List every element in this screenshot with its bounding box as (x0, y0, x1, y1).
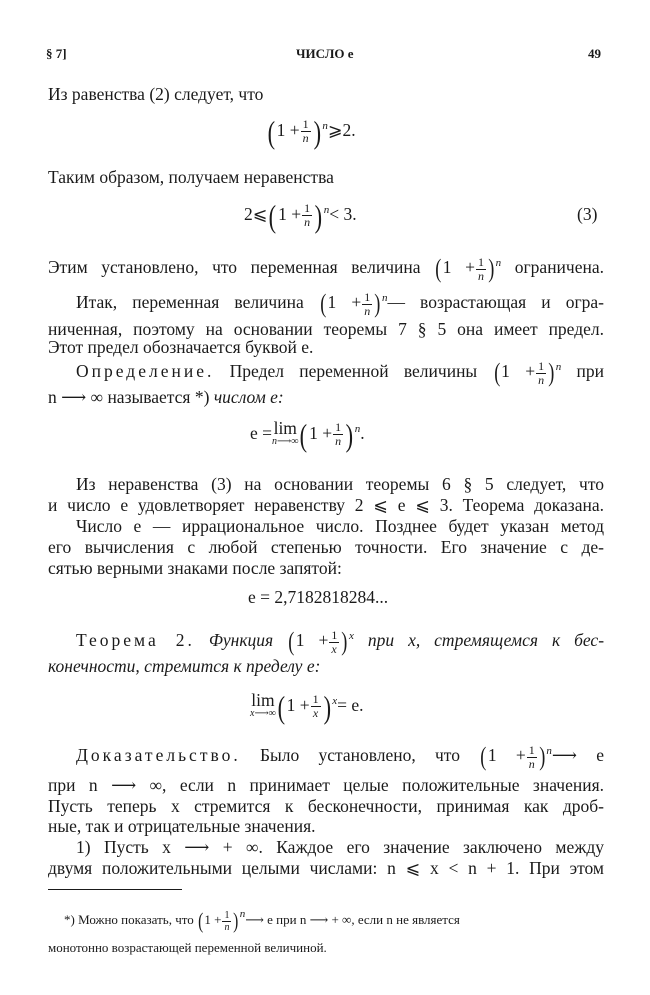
text-line: Доказательство. Было установлено, что (1 + $\frac{1}{n}$ )$^n$⟶ e (76, 742, 605, 771)
text-line: Из равенства (2) следует, что (48, 84, 264, 104)
text-line: Определение. Предел переменной величины (1 + $\frac{1}{n}$ )$^n$ при (76, 358, 605, 387)
equation-number: (3) (577, 204, 598, 224)
text-line: Итак, переменная величина (1 + $\frac{1}{n}$ )$^n$— возрастающая и огра- (76, 289, 604, 318)
footnote-rule (48, 889, 182, 890)
text-line: Таким образом, получаем неравенства (48, 167, 334, 187)
text-line: и число e удовлетворяет неравенству 2 ⩽ e ⩽ 3. Теорема доказана. (48, 495, 604, 515)
text-line: его вычисления с любой степенью точности. Его значение с де- (48, 537, 604, 557)
text-line: двумя положительными целыми числами: n ⩽ x < n + 1. При этом (48, 858, 604, 878)
running-title: ЧИСЛО e (296, 46, 354, 61)
text-line: при n ⟶ ∞, если n принимает целые положительные значения. (48, 775, 604, 795)
text-line: ные, так и отрицательные значения. (48, 816, 316, 836)
text-line: сятью верными знаками после запятой: (48, 558, 342, 578)
text-line: 1) Пусть x ⟶ + ∞. Каждое его значение заключено между (76, 837, 604, 857)
text-line: Число e — иррациональное число. Позднее будет указан метод (76, 516, 604, 536)
formula-4: e = 2,7182818284... (248, 587, 389, 607)
footnote-line: монотонно возрастающей переменной величиной. (48, 940, 327, 955)
text-line: Этот предел обозначается буквой e. (48, 337, 314, 357)
text-line: Этим установлено, что переменная величина (1 + $\frac{1}{n}$ )$^n$ ограничена. (48, 254, 605, 283)
text-line: ниченная, поэтому на основании теоремы 7 § 5 она имеет предел. (48, 319, 604, 339)
formula-5: lim x⟶∞ (1 + $\frac{1}{x}$ ) $^x$= e. (250, 688, 364, 725)
text-line: конечности, стремится к пределу e: (48, 656, 321, 676)
text-line: n ⟶ ∞ называется *) числом e: (48, 387, 284, 407)
page-number: 49 (588, 46, 601, 61)
text-line: Из неравенства (3) на основании теоремы 6 § 5 следует, что (76, 474, 604, 494)
formula-3: e =lim n⟶∞ (1 + $\frac{1}{n}$ ) $^n$. (250, 416, 365, 453)
text-line: Теорема 2. Функция (1 + $\frac{1}{x}$ )$^x$ при x, стремящемся к бес- (76, 627, 605, 656)
formula-1: (1 + $\frac{1}{n}$ ) $^n$⩾2. (267, 113, 356, 150)
section-number: § 7] (46, 46, 67, 61)
footnote-line: *) Можно показать, что (1 + $\frac{1}{n}$ )$^n$⟶ e при n ⟶ + ∞, если n не является (64, 908, 460, 933)
text-line: Пусть теперь x стремится к бесконечности, принимая как дроб- (48, 796, 604, 816)
formula-2: 2⩽(1 + $\frac{1}{n}$ ) $^n$< 3. (244, 197, 357, 234)
